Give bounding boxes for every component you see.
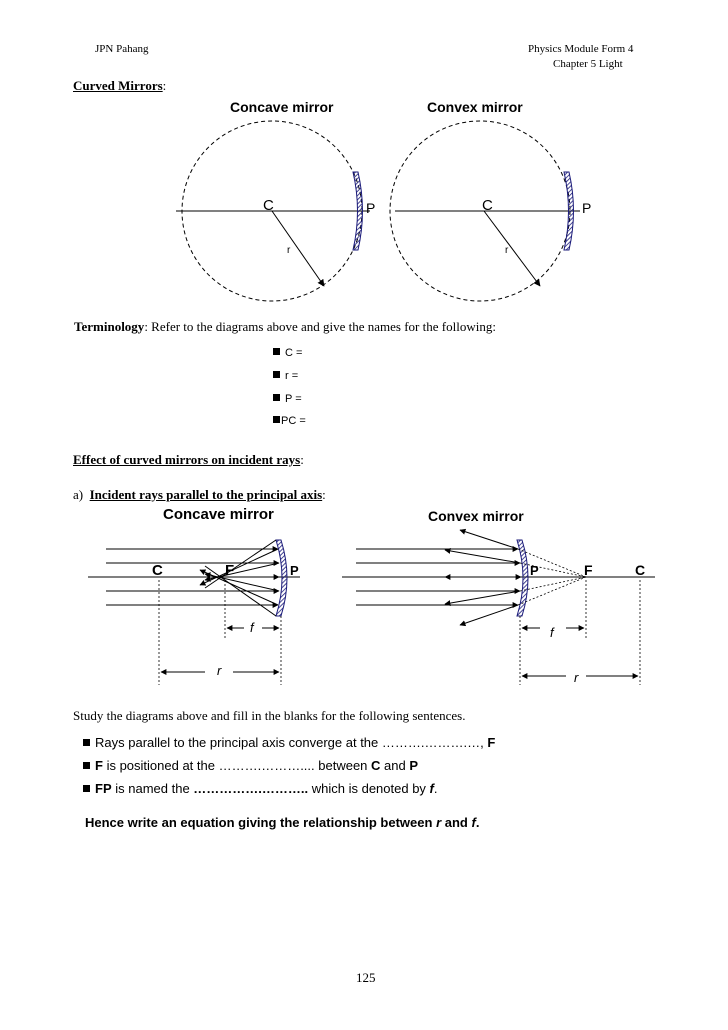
study-sentence-2 <box>83 758 418 773</box>
concave-ray-label-f: F <box>225 562 235 579</box>
terminology-item-p-text: P = <box>285 393 302 405</box>
header-right-line1: Physics Module Form 4 <box>528 43 634 55</box>
convex-title: Convex mirror <box>427 99 523 115</box>
convex-ray-label-r-distance: r <box>574 670 579 685</box>
sub-heading-prefix: a) <box>73 487 84 502</box>
terminology-line <box>74 319 496 335</box>
convex-ray-label-p: P <box>530 563 539 578</box>
curved-mirrors-title: Curved Mirrors <box>73 78 163 93</box>
concave-ray-label-f-distance: f <box>250 620 254 635</box>
sub-heading: Incident rays parallel to the principal axis <box>89 487 323 502</box>
study-sentence-3-f-italic: f <box>429 781 434 796</box>
sub-heading-colon: : <box>322 487 326 502</box>
concave-radius-arrow <box>272 211 324 286</box>
concave-ray-label-c: C <box>152 562 163 579</box>
study-sentence-3-text: is named the <box>111 781 194 796</box>
concave-label-r: r <box>287 245 291 256</box>
study-sentence-2-f: F <box>95 758 103 773</box>
hence-question-r: r <box>436 815 442 830</box>
study-sentence-3-fp: FP <box>95 781 112 796</box>
header-right-line2: Chapter 5 Light <box>553 58 623 70</box>
concave-ray-label-r-distance: r <box>217 663 222 678</box>
terminology-item-p <box>273 393 302 405</box>
study-sentence-1 <box>83 735 495 750</box>
concave-label-c: C <box>263 197 274 214</box>
convex-radius-arrow <box>484 211 540 286</box>
study-sentence-1-text: Rays parallel to the principal axis converge at the ……….……….…, <box>95 735 488 750</box>
header-left: JPN Pahang <box>95 43 149 55</box>
terminology-item-pc-text: PC = <box>281 415 306 427</box>
convex-label-r: r <box>505 245 509 256</box>
convex-ray-label-c: C <box>635 562 646 578</box>
hence-question <box>85 815 479 830</box>
convex-ray-label-f-distance: f <box>550 625 554 640</box>
terminology-item-r <box>273 370 298 382</box>
curved-mirrors-colon: : <box>162 78 167 93</box>
hence-question-f: f <box>471 815 476 830</box>
terminology-item-r-text: r = <box>285 370 299 382</box>
convex-reflected-rays <box>445 530 521 625</box>
terminology-item-c <box>273 347 302 359</box>
ray-diagrams <box>0 500 728 695</box>
concave-incident-rays <box>106 549 279 605</box>
study-sentence-3-denoted: which is denoted by <box>308 781 430 796</box>
study-sentence-3-blank: …………….……….. <box>193 781 309 796</box>
convex-label-p: P <box>582 200 592 216</box>
study-sentence-2-text: is positioned at the ……….……….... between <box>102 758 372 773</box>
convex-ray-label-f: F <box>584 562 593 578</box>
study-sentence-2-c: C <box>371 758 381 773</box>
terminology-heading: Terminology <box>74 319 145 334</box>
study-sentence-3 <box>83 781 438 796</box>
terminology-item-pc <box>273 415 306 427</box>
study-sentence-2-p: P <box>409 758 418 773</box>
concave-title: Concave mirror <box>230 99 334 115</box>
mirror-circles-diagram <box>0 90 728 320</box>
hence-question-period: . <box>475 815 480 830</box>
concave-label-p: P <box>366 200 376 216</box>
effect-heading-colon: : <box>300 452 304 467</box>
hence-question-and: and <box>441 815 472 830</box>
effect-heading-line <box>73 452 304 468</box>
study-sentence-2-and: and <box>380 758 410 773</box>
hence-question-text: Hence write an equation giving the relationship between <box>85 815 437 830</box>
study-sentence-3-period: . <box>433 781 438 796</box>
page-number: 125 <box>356 970 376 985</box>
terminology-item-c-text: C = <box>285 347 303 359</box>
ray-convex-title: Convex mirror <box>428 508 524 524</box>
study-intro: Study the diagrams above and fill in the blanks for the following sentences. <box>73 708 466 723</box>
ray-concave-title: Concave mirror <box>163 506 274 523</box>
effect-heading: Effect of curved mirrors on incident rays <box>73 452 301 467</box>
study-sentence-1-f: F <box>487 735 496 750</box>
convex-label-c: C <box>482 197 493 214</box>
concave-ray-label-p: P <box>290 563 299 578</box>
terminology-text: : Refer to the diagrams above and give the names for the following: <box>144 319 496 334</box>
